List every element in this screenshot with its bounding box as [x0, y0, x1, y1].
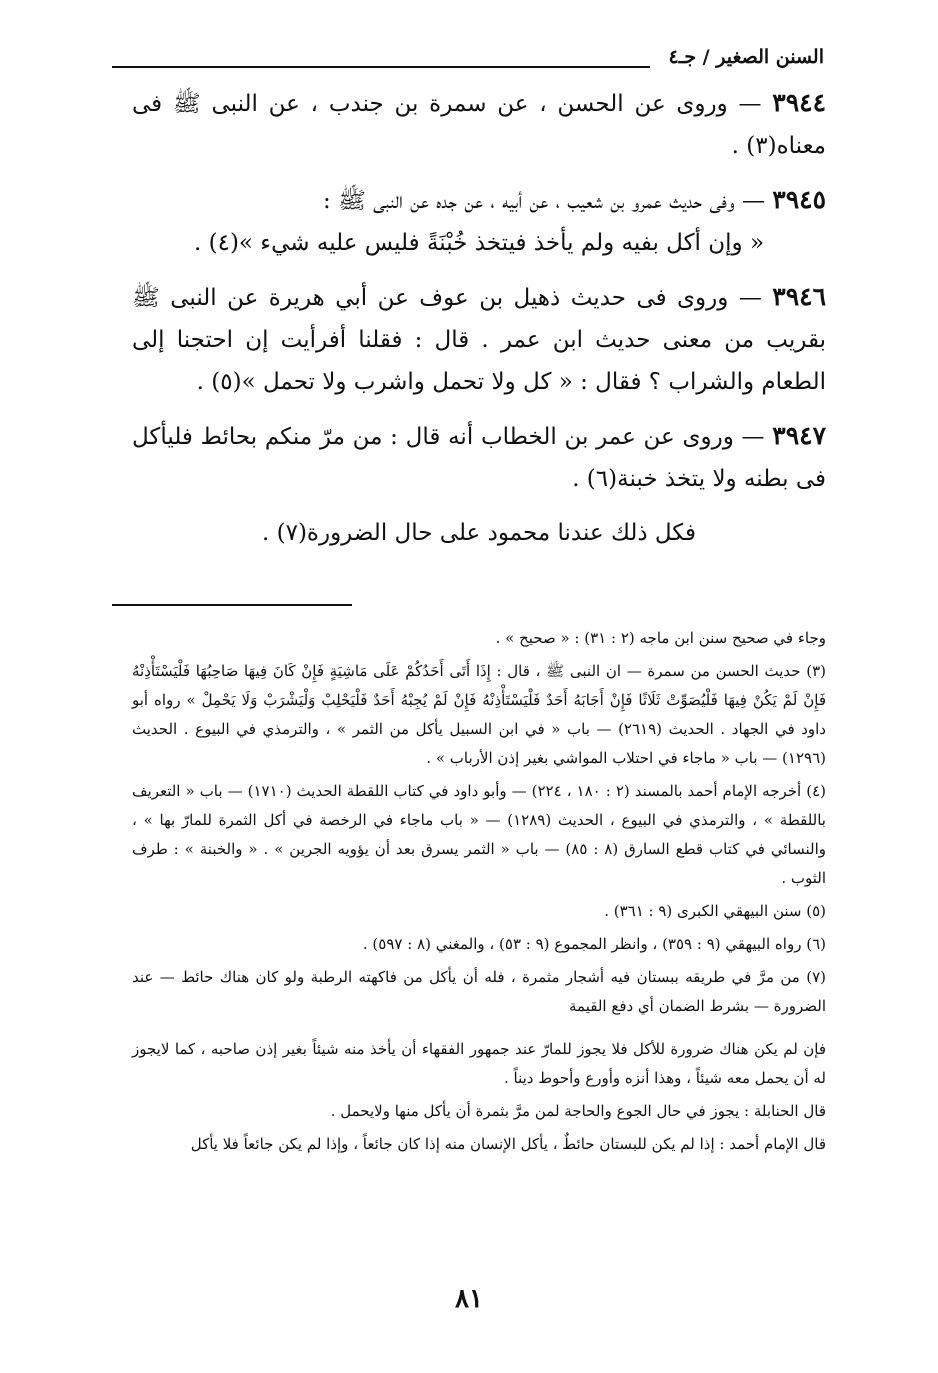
hadith-number: ٣٩٤٦: [772, 282, 826, 311]
conclusion-text: فكل ذلك عندنا محمود على حال الضرورة(٧) .: [261, 520, 697, 546]
footnote-7: (٧) من مرَّ في طريقه ببستان فيه أشجار مثمرة ، فله أن يأكل من فاكهته الرطبة ولو كان هناك حائط — عند الضرورة — بشرط الضمان أي دفع القيمة: [132, 968, 826, 1015]
hadith-3944: ٣٩٤٤ — وروى عن الحسن ، عن سمرة بن جندب ، عن النبى ﷺ فى معناه(٣) .: [132, 88, 827, 159]
footnote-rule: [112, 604, 352, 606]
hadith-number: ٣٩٤٥: [772, 185, 826, 214]
hadith-quote: « وإن أكل بفيه ولم يأخذ فيتخذ خُبْنَةً فليس عليه شيء »(٤) .: [193, 230, 765, 256]
main-text: [132, 82, 826, 566]
hadith-number: ٣٩٤٧: [772, 421, 826, 450]
page-number: ٨١: [455, 1284, 483, 1314]
footnote-6: (٦) رواه البيهقي (٩ : ٣٥٩) ، وانظر المجموع (٩ : ٥٣) ، والمغني (٨ : ٥٩٧) .: [362, 935, 826, 953]
running-head: [112, 46, 824, 76]
hadith-text: وروى عن الحسن ، عن سمرة بن جندب ، عن النبى ﷺ فى معناه(٣) .: [132, 91, 826, 159]
hadith-number: ٣٩٤٤: [772, 88, 827, 117]
footnote-7-paragraph: فإن لم يكن هناك ضرورة للأكل فلا يجوز للمارّ عند جمهور الفقهاء أن يأخذ منه شيئاً بغير إذن صاحبه ، كما لايجوز له أن يحمل معه شيئاً ، وهذا أنزه وأورع وأحوط ديناً .: [132, 1040, 826, 1087]
hadith-3946: ٣٩٤٦ — وروى فى حديث ذهيل بن عوف عن أبي هريرة عن النبى ﷺ بقريب من معنى حديث ابن عمر . قال : فقلنا أفرأيت إن احتجنا إلى الطعام والشراب ؟ فقال : « كل ولا تحمل واشرب ولا تحمل »(٥) .: [132, 282, 826, 395]
hadith-text: وروى فى حديث ذهيل بن عوف عن أبي هريرة عن النبى ﷺ بقريب من معنى حديث ابن عمر . قال : فقلنا أفرأيت إن احتجنا إلى الطعام والشراب ؟ فقال : « كل ولا تحمل واشرب ولا تحمل »(٥) .: [132, 285, 826, 395]
hadith-3947: ٣٩٤٧ — وروى عن عمر بن الخطاب أنه قال : من مرّ منكم بحائط فليأكل فى بطنه ولا يتخذ خبنة(٦) .: [132, 421, 826, 492]
hadith-text: وروى عن عمر بن الخطاب أنه قال : من مرّ منكم بحائط فليأكل فى بطنه ولا يتخذ خبنة(٦) .: [132, 424, 826, 492]
footnote-5: (٥) سنن البيهقي الكبرى (٩ : ٣٦١) .: [604, 902, 826, 920]
hadith-text: وفى حديث عمرو بن شعيب ، عن أبيه ، عن جده عن النبى ﷺ :: [323, 188, 735, 214]
footnotes: [132, 624, 826, 1163]
footnote-4: (٤) أخرجه الإمام أحمد بالمسند (٢ : ١٨٠ ، ٢٢٤) — وأبو داود في كتاب اللقطة الحديث (١٧١٠) — باب « التعريف باللقطة » ، والترمذي في البيوع ، الحديث (١٢٨٩) — « باب ماجاء في الرخصة في أكل الثمرة للمارّ بها » ، والنسائي في كتاب قطع السارق (٨ : ٨٥) — باب « الثمر يسرق بعد أن يؤويه الجرين » . « والخبنة » : طرف الثوب .: [132, 782, 826, 887]
running-head-title: السنن الصغير / جـ٤: [668, 46, 824, 68]
footnote-3: (٣) حديث الحسن من سمرة — ان النبى ﷺ ، قال : إِذَا أَتَى أَحَدُكُمْ عَلَى مَاشِيَةٍ فَإِنْ كَانَ فِيهَا صَاحِبُهَا فَلْيَسْتَأْذِنْهُ فَإِنْ لَمْ يَكُنْ فِيهَا فَلْيُصَوِّتْ ثَلَاثًا فَإِنْ أَجَابَهُ أَحَدٌ فَلْيَسْتَأْذِنْهُ فَإِنْ لَمْ يُجِبْهُ أَحَدٌ فَلْيَحْلِبْ وَلْيَشْرَبْ وَلَا يَحْمِلْ » رواه أبو داود في الجهاد . الحديث (٢٦١٩) — باب « في ابن السبيل يأكل من الثمر » ، والترمذي في البيوع . الحديث (١٢٩٦) — باب « ماجاء في احتلاب المواشي بغير إذن الأرباب » .: [132, 662, 826, 767]
running-head-rule: [112, 66, 650, 68]
hadith-3945: ٣٩٤٥ — وفى حديث عمرو بن شعيب ، عن أبيه ، عن جده عن النبى ﷺ : « وإن أكل بفيه ولم يأخذ فيتخذ خُبْنَةً فليس عليه شيء »(٤) .: [132, 179, 826, 264]
footnote-continuation: وجاء في صحيح سنن ابن ماجه (٢ : ٣١) : « صحيح » .: [495, 629, 826, 647]
footnote-7-paragraph: قال الحنابلة : يجوز في حال الجوع والحاجة لمن مرَّ بثمرة أن يأكل منها ولايحمل .: [330, 1102, 826, 1120]
footnote-7-paragraph: قال الإمام أحمد : إذا لم يكن للبستان حائطٌ ، يأكل الإنسان منه إذا كان جائعاً ، وإذا لم يكن جائعاً فلا يأكل: [190, 1135, 826, 1153]
